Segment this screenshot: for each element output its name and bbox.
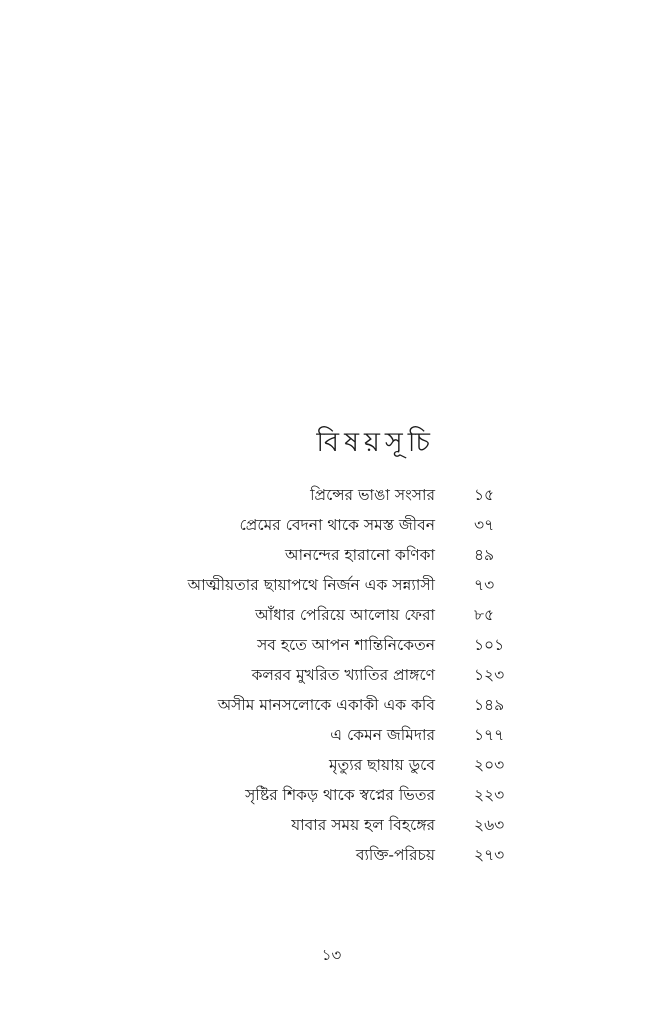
toc-entry-title: সৃষ্টির শিকড় থাকে স্বপ্নের ভিতর	[245, 786, 435, 804]
toc-entry-title: কলরব মুখরিত খ্যাতির প্রাঙ্গণে	[251, 666, 435, 684]
toc-entry	[0, 600, 663, 630]
toc-entry-title: আনন্দের হারানো কণিকা	[285, 546, 435, 564]
toc-entry-title: অসীম মানসলোকে একাকী এক কবি	[217, 696, 435, 714]
toc-entry-title: মৃত্যুর ছায়ায় ডুবে	[328, 756, 435, 774]
toc-entry-title: সব হতে আপন শান্তিনিকেতন	[257, 636, 435, 654]
toc-entry-page-number: ৩৭	[474, 516, 495, 534]
toc-entry-title: যাবার সময় হল বিহঙ্গের	[291, 816, 435, 834]
toc-entry	[0, 750, 663, 780]
toc-entry-title: প্রেমের বেদনা থাকে সমস্ত জীবন	[239, 516, 435, 534]
toc-entry	[0, 720, 663, 750]
toc-entry-page-number: ১০১	[474, 636, 505, 654]
toc-entry-page-number: ৪৯	[474, 546, 495, 564]
toc-entry-page-number: ২০৩	[474, 756, 505, 774]
toc-entry	[0, 510, 663, 540]
toc-heading: বিষয়সূচি	[316, 427, 435, 458]
toc-entry	[0, 660, 663, 690]
toc-entry-page-number: ৭৩	[474, 576, 495, 594]
toc-entry-title: প্রিন্সের ভাঙা সংসার	[310, 486, 435, 504]
toc-entry-title: ব্যক্তি-পরিচয়	[355, 846, 435, 864]
toc-entry-title: এ কেমন জমিদার	[330, 726, 435, 744]
toc-entry	[0, 630, 663, 660]
toc-entry	[0, 810, 663, 840]
toc-entry	[0, 480, 663, 510]
toc-entry-page-number: ১৫	[474, 486, 495, 504]
toc-entry	[0, 570, 663, 600]
toc-entry	[0, 840, 663, 870]
toc-entry-page-number: ১৪৯	[474, 696, 505, 714]
toc-list	[0, 480, 663, 870]
toc-entry-page-number: ২৭৩	[474, 846, 505, 864]
toc-entry-page-number: ১২৩	[474, 666, 505, 684]
toc-entry-title: আঁধার পেরিয়ে আলোয় ফেরা	[255, 606, 435, 624]
page-number: ১৩	[321, 946, 342, 964]
toc-entry	[0, 540, 663, 570]
toc-entry-page-number: ৮৫	[474, 606, 495, 624]
toc-entry	[0, 780, 663, 810]
toc-entry-page-number: ১৭৭	[474, 726, 505, 744]
toc-entry-page-number: ২২৩	[474, 786, 505, 804]
toc-entry-page-number: ২৬৩	[474, 816, 505, 834]
toc-entry-title: আত্মীয়তার ছায়াপথে নির্জন এক সন্ন্যাসী	[187, 576, 435, 594]
toc-entry	[0, 690, 663, 720]
